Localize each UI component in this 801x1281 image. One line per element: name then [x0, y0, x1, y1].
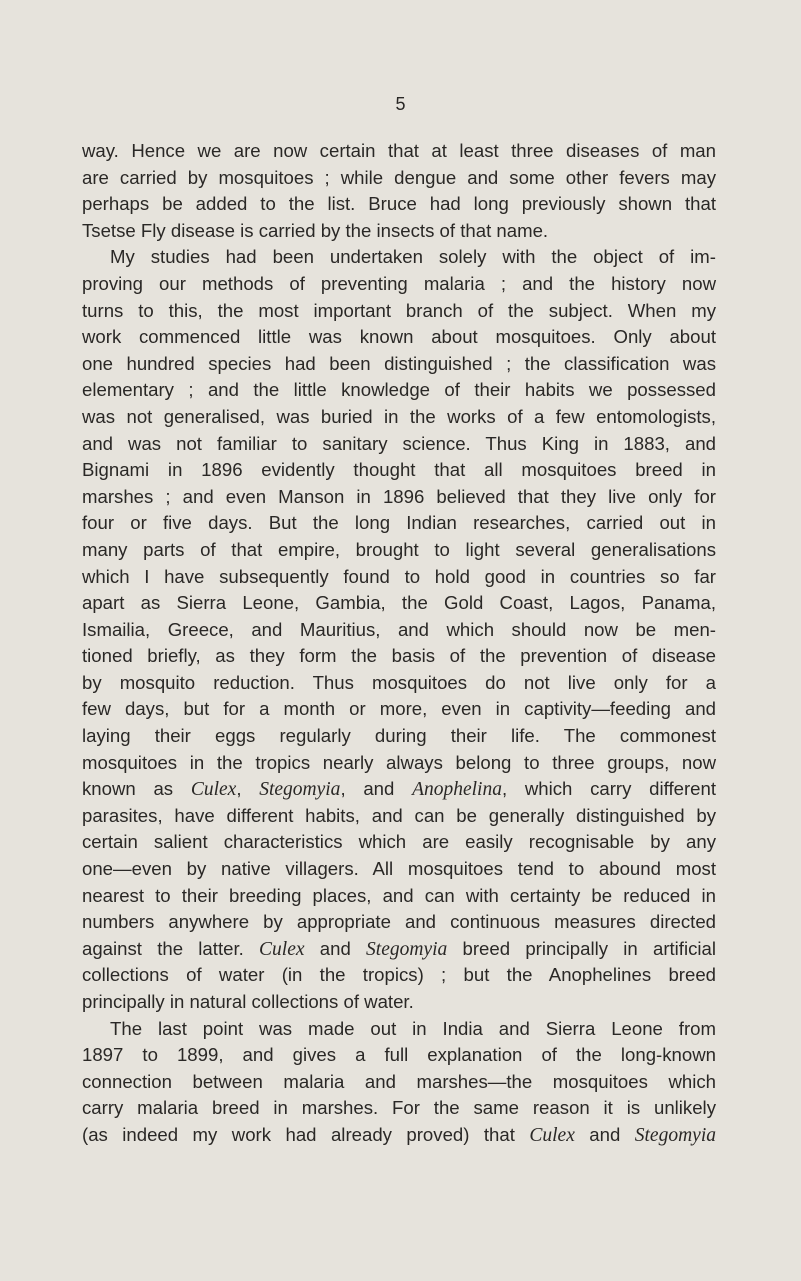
text-line: which I have subsequently found to hold good in countries so far [82, 565, 716, 587]
text-line: work commenced little was known about mosquitoes. Only about [82, 326, 716, 348]
italic-term: Culex [259, 938, 305, 960]
italic-term: Culex [529, 1124, 575, 1146]
text-line: numbers anywhere by appropriate and continuous measures directed [82, 911, 716, 933]
italic-term: Stegomyia [366, 938, 448, 960]
text-line: are carried by mosquitoes ; while dengue and some other fevers may [82, 166, 716, 188]
text-line: known as Culex, Stegomyia, and Anophelina, which carry different [82, 778, 716, 801]
text-line: Ismailia, Greece, and Mauritius, and which should now be men- [82, 618, 716, 640]
text-line: was not generalised, was buried in the works of a few entomologists, [82, 405, 716, 427]
text-line: The last point was made out in India and Sierra Leone from [110, 1017, 716, 1039]
page-number: 5 [395, 94, 406, 114]
text-line: one—even by native villagers. All mosquitoes tend to abound most [82, 858, 716, 880]
text-line: many parts of that empire, brought to light several generalisations [82, 538, 716, 560]
text-line: elementary ; and the little knowledge of their habits we possessed [82, 379, 716, 401]
text-line: 1897 to 1899, and gives a full explanation of the long-known [82, 1044, 716, 1066]
text-line: by mosquito reduction. Thus mosquitoes do not live only for a [82, 671, 716, 693]
text-line: My studies had been undertaken solely with the object of im- [110, 246, 716, 268]
text-line: parasites, have different habits, and can be generally distinguished by [82, 804, 716, 826]
italic-term: Stegomyia [634, 1124, 716, 1146]
text-line: turns to this, the most important branch of the subject. When my [82, 299, 716, 321]
text-line: (as indeed my work had already proved) that Culex and Stegomyia [82, 1123, 716, 1146]
text-line: way. Hence we are now certain that at least three diseases of man [82, 140, 716, 161]
text-line: one hundred species had been distinguished ; the classification was [82, 352, 716, 374]
text-line: marshes ; and even Manson in 1896 believed that they live only for [82, 485, 716, 507]
text-line: certain salient characteristics which are easily recognisable by any [82, 831, 716, 853]
text-line: Tsetse Fly disease is carried by the insects of that name. [82, 219, 549, 241]
italic-term: Culex [190, 779, 237, 801]
text-line: laying their eggs regularly during their life. The commonest [82, 725, 716, 747]
text-line: few days, but for a month or more, even in captivity—feeding and [82, 698, 716, 720]
text-line: nearest to their breeding places, and can with certainty be reduced in [82, 884, 716, 906]
text-line: carry malaria breed in marshes. For the same reason it is unlikely [82, 1097, 716, 1119]
text-line: against the latter. Culex and Stegomyia breed principally in artificial [82, 937, 716, 960]
text-line: four or five days. But the long Indian researches, carried out in [82, 512, 716, 534]
text-line: collections of water (in the tropics) ; but the Anophelines breed [82, 964, 716, 986]
text-line: Bignami in 1896 evidently thought that all mosquitoes breed in [82, 459, 716, 481]
body-text [82, 138, 716, 1149]
text-line: proving our methods of preventing malaria ; and the history now [82, 272, 716, 294]
text-line: mosquitoes in the tropics nearly always belong to three groups, now [82, 751, 716, 773]
text-line: tioned briefly, as they form the basis of the prevention of disease [82, 645, 716, 667]
italic-term: Stegomyia [259, 779, 341, 801]
italic-term: Anophelina [412, 779, 502, 801]
text-line: connection between malaria and marshes—the mosquitoes which [82, 1070, 716, 1092]
text-line: principally in natural collections of water. [82, 991, 414, 1012]
text-line: and was not familiar to sanitary science. Thus King in 1883, and [82, 432, 716, 454]
text-line: apart as Sierra Leone, Gambia, the Gold Coast, Lagos, Panama, [82, 592, 716, 614]
text-line: perhaps be added to the list. Bruce had long previously shown that [82, 193, 716, 215]
